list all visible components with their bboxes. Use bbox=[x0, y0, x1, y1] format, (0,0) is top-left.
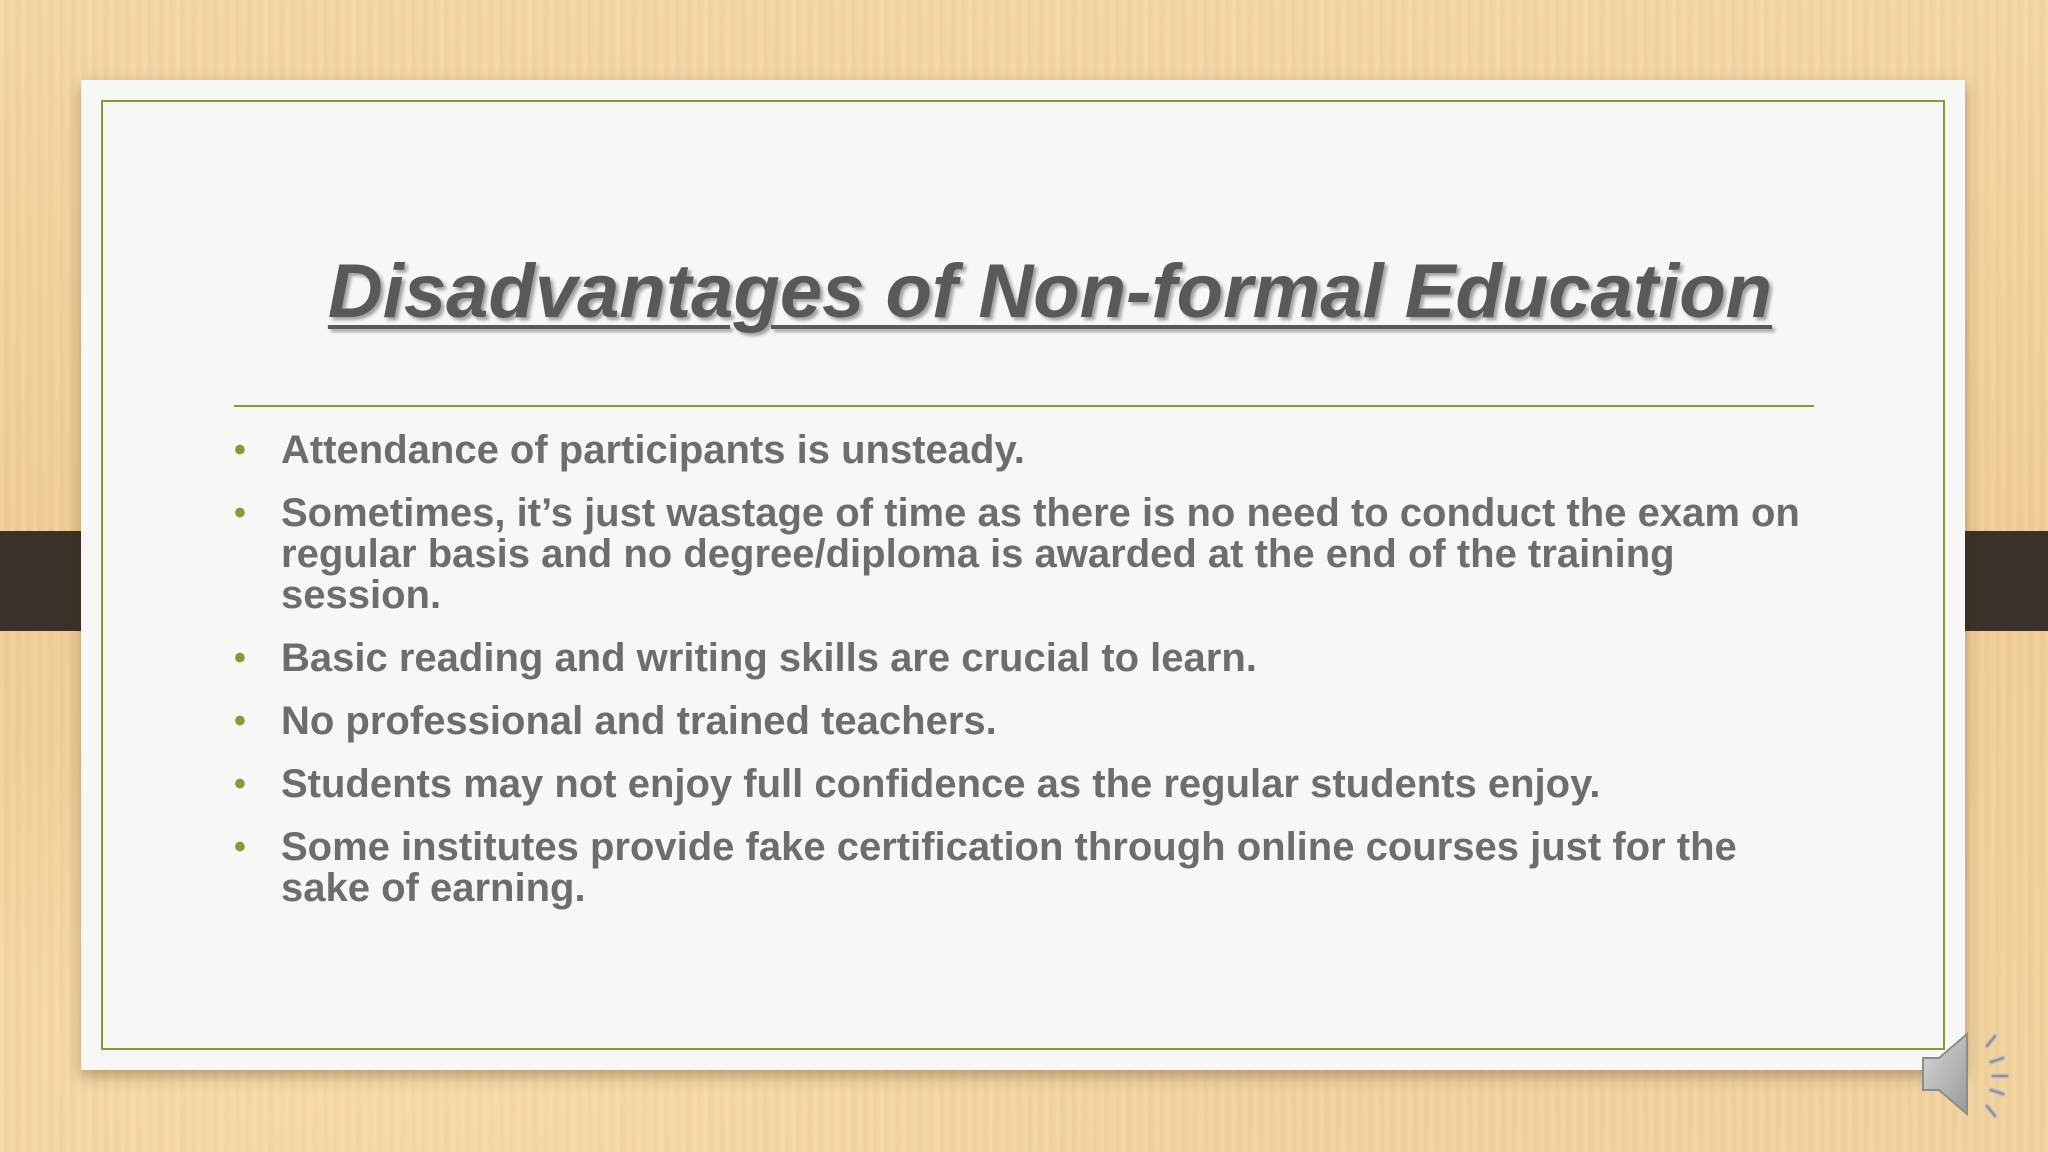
bullet-dot: • bbox=[234, 828, 246, 866]
bullet-dot: • bbox=[234, 431, 246, 469]
bullet-item bbox=[234, 764, 1814, 805]
bullet-dot: • bbox=[234, 494, 246, 532]
speaker-icon[interactable] bbox=[1915, 1024, 2025, 1124]
bullet-item bbox=[234, 638, 1814, 679]
bullet-text: Sometimes, it’s just wastage of time as there is no need to conduct the exam on regular basis and no degree/diploma is awarded at the end of the training session. bbox=[281, 491, 1800, 617]
bullet-item bbox=[234, 493, 1814, 616]
slide-title: Disadvantages of Non-formal Education bbox=[327, 249, 1773, 334]
bullet-text: Attendance of participants is unsteady. bbox=[281, 428, 1025, 472]
bullet-text: No professional and trained teachers. bbox=[281, 699, 997, 743]
bullet-item bbox=[234, 827, 1814, 909]
title-divider bbox=[234, 405, 1814, 407]
bullet-dot: • bbox=[234, 765, 246, 803]
bullet-dot: • bbox=[234, 639, 246, 677]
bullet-text: Basic reading and writing skills are crucial to learn. bbox=[281, 636, 1257, 680]
bullet-item bbox=[234, 430, 1814, 471]
bullet-text: Some institutes provide fake certification through online courses just for the sake of earning. bbox=[281, 825, 1737, 910]
bullet-item bbox=[234, 701, 1814, 742]
bullet-text: Students may not enjoy full confidence as the regular students enjoy. bbox=[281, 762, 1601, 806]
bullet-list bbox=[234, 430, 1814, 931]
bullet-dot: • bbox=[234, 702, 246, 740]
